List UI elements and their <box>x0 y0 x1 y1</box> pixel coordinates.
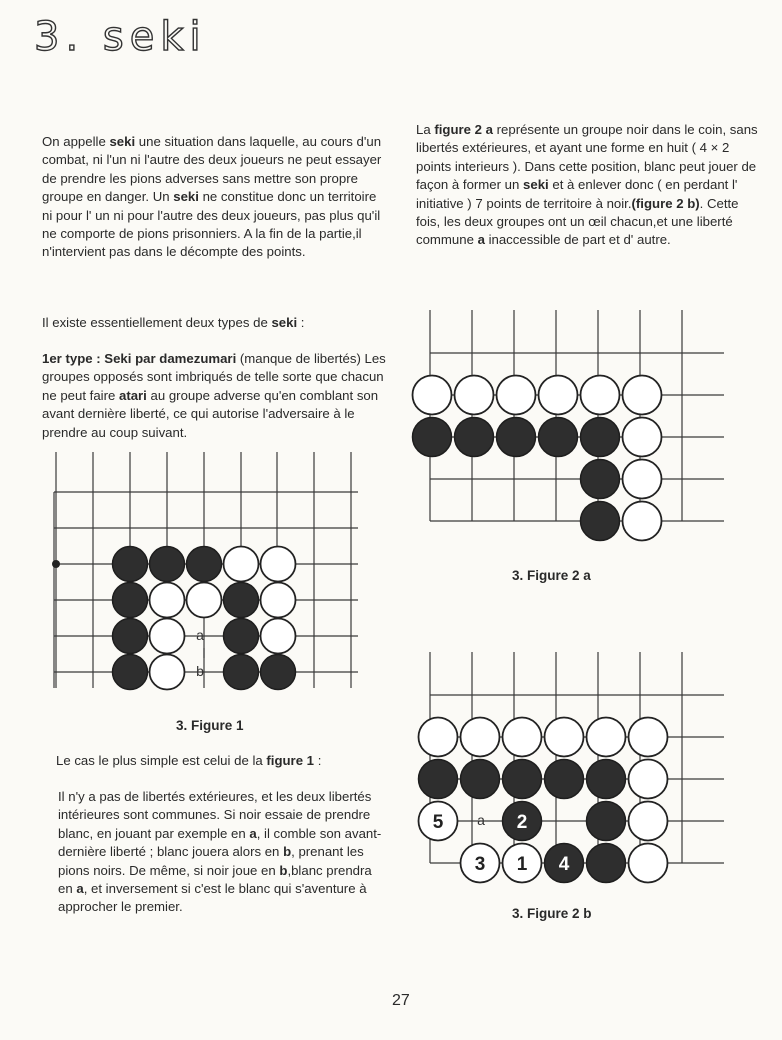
white-stone <box>545 718 584 757</box>
move-number: 4 <box>558 854 570 875</box>
white-stone <box>623 502 662 541</box>
white-stone <box>503 718 542 757</box>
black-stone <box>419 760 458 799</box>
white-stone <box>150 655 185 690</box>
move-number: 3 <box>474 854 486 875</box>
black-stone <box>503 760 542 799</box>
page-number: 27 <box>392 992 410 1009</box>
black-stone <box>581 418 620 457</box>
black-stone <box>581 502 620 541</box>
intro-paragraph: On appelle seki une situation dans laquelle, au cours d'un combat, ni l'un ni l'autre des deux joueurs ne peut essayer de prendre les pions adverses sans mettre son propre groupe en danger. Un seki ne constitue donc un territoire ni pour l' un ni pour l'autre des deux joueurs, pas plus qu'il ne comporte de pions prisonniers. A la fin de la partie,il n'intervient pas dans le décompte des points. <box>42 134 382 260</box>
black-stone <box>261 655 296 690</box>
type1-paragraph: 1er type : Seki par damezumari (manque de libertés) Les groupes opposés sont imbriqués de telle sorte que chacun ne peut faire atari au groupe adverse qu'en comblant son avant dernière liberté, ce qui autorise l'adversaire à le prendre au coup suivant. <box>42 351 386 440</box>
white-stone <box>581 376 620 415</box>
figure2-paragraph: La figure 2 a représente un groupe noir dans le coin, sans libertés extérieures, et ayant une forme en huit ( 4 × 2 points interieurs ). Dans cette position, blanc peut jouer de façon à former un seki et à enlever donc ( en perdant l' initiative ) 7 points de territoire à noir.(figure 2 b). Cette fois, les deux groupes ont un œil chacun,et une liberté commune a inaccessible de part et d' autre. <box>416 122 758 248</box>
black-stone <box>545 760 584 799</box>
black-stone <box>539 418 578 457</box>
white-stone <box>623 418 662 457</box>
black-stone <box>581 460 620 499</box>
move-number: 5 <box>432 812 444 833</box>
black-stone <box>113 655 148 690</box>
white-stone <box>461 718 500 757</box>
white-stone <box>623 376 662 415</box>
black-stone <box>587 802 626 841</box>
white-stone <box>587 718 626 757</box>
black-stone <box>455 418 494 457</box>
black-stone <box>224 655 259 690</box>
black-stone <box>413 418 452 457</box>
go-board-figure-1 <box>40 452 360 692</box>
white-stone <box>413 376 452 415</box>
black-stone <box>113 583 148 618</box>
board-marker <box>52 560 60 568</box>
label-b: b <box>196 663 204 679</box>
white-stone <box>629 718 668 757</box>
white-stone <box>629 844 668 883</box>
white-stone <box>629 802 668 841</box>
figure1-explanation: Il n'y a pas de libertés extérieures, et les deux libertés intérieures sont communes. Si noir essaie de prendre blanc, en jouant par exemple en a, il comble son avant-dernière liberté ; blanc jouera alors en b, prenant les pions noirs. De même, si noir joue en b,blanc prendra en a, et inversement si c'est le blanc qui s'aventure à approcher le premier. <box>58 789 382 915</box>
move-number: 2 <box>516 812 528 833</box>
white-stone <box>187 583 222 618</box>
white-stone <box>150 619 185 654</box>
label-a: a <box>477 812 485 828</box>
move-number: 1 <box>516 854 528 875</box>
black-stone <box>150 547 185 582</box>
black-stone <box>497 418 536 457</box>
white-stone <box>419 718 458 757</box>
figure-1-caption: 3. Figure 1 <box>176 718 244 733</box>
black-stone <box>187 547 222 582</box>
black-stone <box>461 760 500 799</box>
black-stone <box>587 760 626 799</box>
figure-2b-caption: 3. Figure 2 b <box>512 906 592 921</box>
figure1-intro: Le cas le plus simple est celui de la figure 1 : <box>56 753 322 768</box>
figure-2a-caption: 3. Figure 2 a <box>512 568 591 583</box>
black-stone <box>224 619 259 654</box>
white-stone <box>629 760 668 799</box>
black-stone <box>224 583 259 618</box>
white-stone <box>261 619 296 654</box>
white-stone <box>261 547 296 582</box>
white-stone <box>150 583 185 618</box>
page-title: 3. seki <box>34 14 207 60</box>
go-board-figure-2b <box>408 652 738 892</box>
black-stone <box>587 844 626 883</box>
white-stone <box>497 376 536 415</box>
white-stone <box>261 583 296 618</box>
black-stone <box>113 547 148 582</box>
white-stone <box>539 376 578 415</box>
types-paragraph: Il existe essentiellement deux types de seki : <box>42 315 305 330</box>
black-stone <box>113 619 148 654</box>
white-stone <box>224 547 259 582</box>
go-board-figure-2a <box>408 310 738 550</box>
white-stone <box>455 376 494 415</box>
label-a: a <box>196 627 204 643</box>
white-stone <box>623 460 662 499</box>
